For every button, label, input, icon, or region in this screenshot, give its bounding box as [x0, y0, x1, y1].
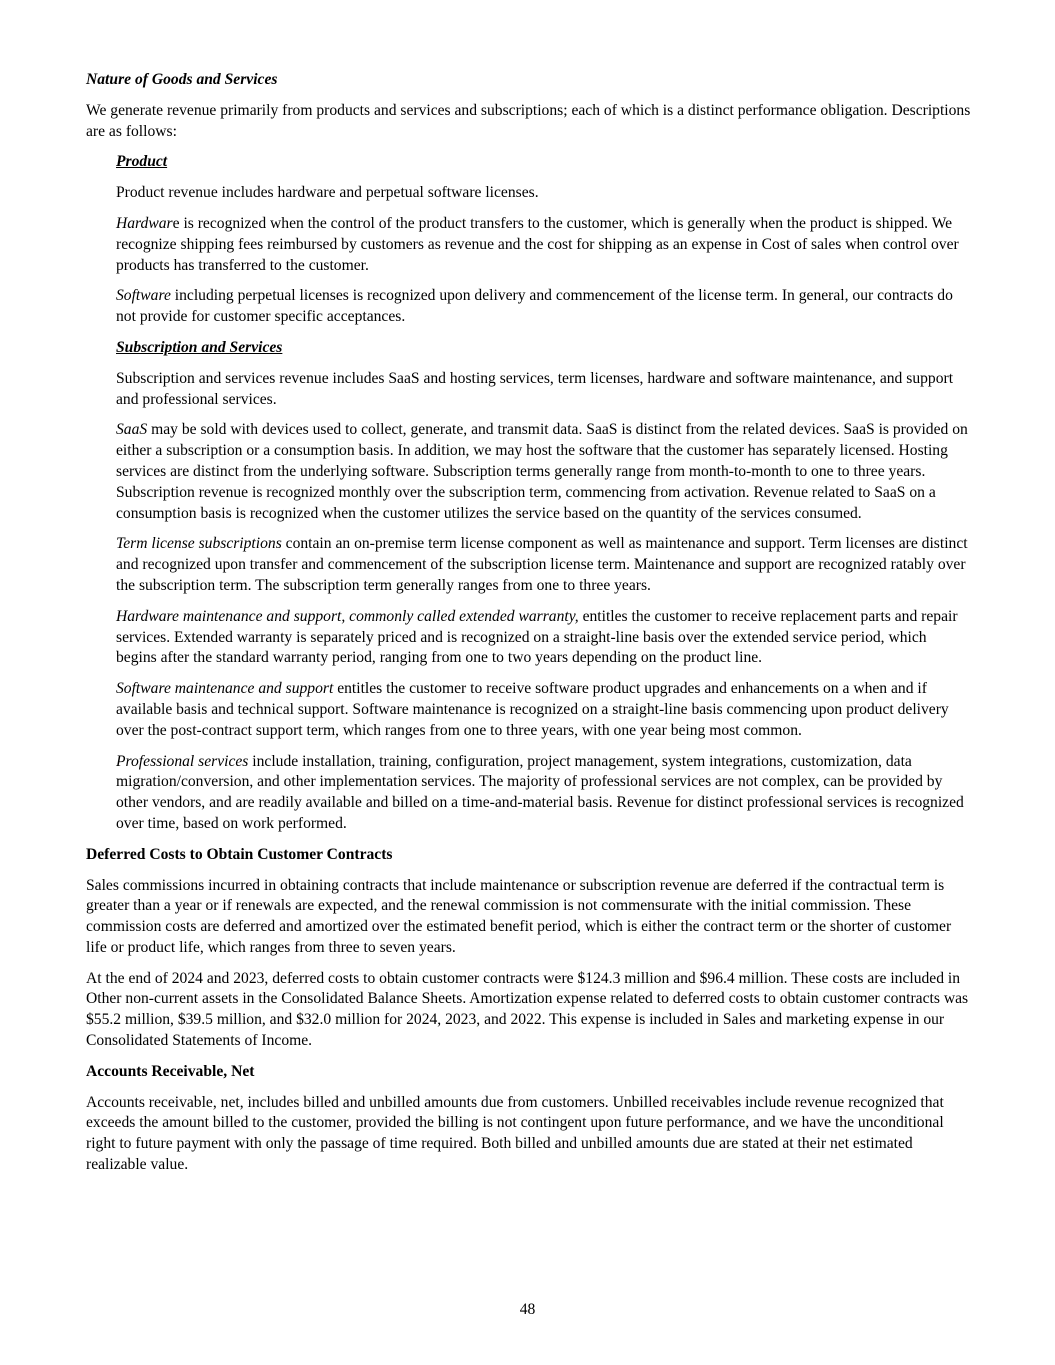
- hardware-text: e is recognized when the control of the product transfers to the customer, which is generally when the product is shipped. We recognize shipping fees reimbursed by customers as revenue and the cost for shipping as an expense in Cost of sales when control over products has transferred to the customer.: [116, 214, 959, 274]
- section-heading-deferred-costs: Deferred Costs to Obtain Customer Contracts: [86, 845, 393, 863]
- hardware-maintenance-text: entitles the customer to receive replacement parts and repair services. Extended warranty is separately priced and is recognized on a straight-line basis over the extended service period, which begins after the standard warranty period, ranging from one to two years depending on the product line.: [116, 607, 958, 667]
- saas-text: may be sold with devices used to collect, generate, and transmit data. SaaS is distinct from the related devices. SaaS is provided on either a subscription or a consumption basis. In addition, we may host the software that the customer has separately licensed. Hosting services are distinct from the underlying software. Subscription terms generally range from month-to-month to one to three years. Subscription revenue is recognized monthly over the subscription term, commencing from activation. Revenue related to SaaS on a consumption basis is recognized when the customer utilizes the service based on the quantity of the services consumed.: [116, 421, 968, 522]
- term-license-lead: Term license subscriptions: [116, 535, 282, 553]
- software-lead: Software: [116, 287, 171, 305]
- software-text: including perpetual licenses is recognized upon delivery and commencement of the license term. In general, our contracts do not provide for customer specific acceptances.: [116, 287, 953, 326]
- software-maintenance-text: entitles the customer to receive software product upgrades and enhancements on a when and if available basis and technical support. Software maintenance is recognized on a straight-line basis commencing upon product delivery over the post-contract support term, which ranges from one to three years, with one year being most common.: [116, 680, 949, 739]
- software-maintenance-paragraph: [116, 679, 971, 741]
- term-license-paragraph: [116, 534, 971, 596]
- term-license-text: contain an on-premise term license component as well as maintenance and support. Term licenses are distinct and recognized upon transfer and commencement of the subscription license term. Maintenance and support are recognized ratably over the subscription term. The subscription term generally ranges from one to three years.: [116, 535, 968, 594]
- hardware-maintenance-lead: Hardware maintenance and support, commonly called extended warranty,: [116, 607, 579, 625]
- section-heading-nature: Nature of Goods and Services: [86, 71, 278, 88]
- subheading-subscription: Subscription and Services: [116, 338, 283, 356]
- hardware-lead: Hardwar: [116, 214, 173, 232]
- deferred-costs-paragraph-2: At the end of 2024 and 2023, deferred costs to obtain customer contracts were $124.3 million and $96.4 million. These costs are included in Other non-current assets in the Consolidated Balance Sheets. Amortization expense related to deferred costs to obtain customer contracts was $55.2 million, $39.5 million, and $32.0 million for 2024, 2023, and 2022. This expense is included in Sales and marketing expense in our Consolidated Statements of Income.: [86, 969, 969, 1050]
- hardware-maintenance-paragraph: [116, 607, 971, 669]
- deferred-costs-paragraph-1: Sales commissions incurred in obtaining contracts that include maintenance or subscription revenue are deferred if the contractual term is greater than a year or if renewals are expected, and the renewal commission is not commensurate with the initial commission. These commission costs are deferred and amortized over the estimated benefit period, which is either the contract term or the shorter of customer life or product life, which ranges from three to seven years.: [86, 876, 952, 956]
- subscription-intro: Subscription and services revenue includes SaaS and hosting services, term licenses, hardware and software maintenance, and support and professional services.: [116, 369, 954, 408]
- professional-services-text: include installation, training, configuration, project management, system integrations, customization, data migration/conversion, and other implementation services. The majority of professional services are not complex, can be provided by other vendors, and are readily available and billed on a time-and-material basis. Revenue for distinct professional services is recognized over time, based on work performed.: [116, 752, 964, 832]
- software-maintenance-lead: Software maintenance and support: [116, 680, 334, 698]
- hardware-paragraph: [116, 214, 971, 276]
- accounts-receivable-paragraph: Accounts receivable, net, includes billed and unbilled amounts due from customers. Unbilled receivables include revenue recognized that exceeds the amount billed to the customer, provided the billing is not contingent upon future performance, and we have the unconditional right to future payment with only the passage of time required. Both billed and unbilled amounts due are stated at their net estimated realizable value.: [86, 1093, 944, 1174]
- product-intro: Product revenue includes hardware and perpetual software licenses.: [116, 184, 539, 202]
- section-heading-accounts-receivable: Accounts Receivable, Net: [86, 1062, 255, 1080]
- software-paragraph: [116, 286, 971, 328]
- document-page: [86, 70, 971, 1186]
- saas-paragraph: [116, 420, 971, 524]
- nature-intro: We generate revenue primarily from products and services and subscriptions; each of which is a distinct performance obligation. Descriptions are as follows:: [86, 101, 971, 140]
- saas-lead: SaaS: [116, 421, 148, 439]
- professional-services-lead: Professional services: [116, 752, 249, 770]
- professional-services-paragraph: [116, 752, 971, 835]
- subheading-product: Product: [116, 153, 168, 171]
- page-number: 48: [519, 1301, 536, 1318]
